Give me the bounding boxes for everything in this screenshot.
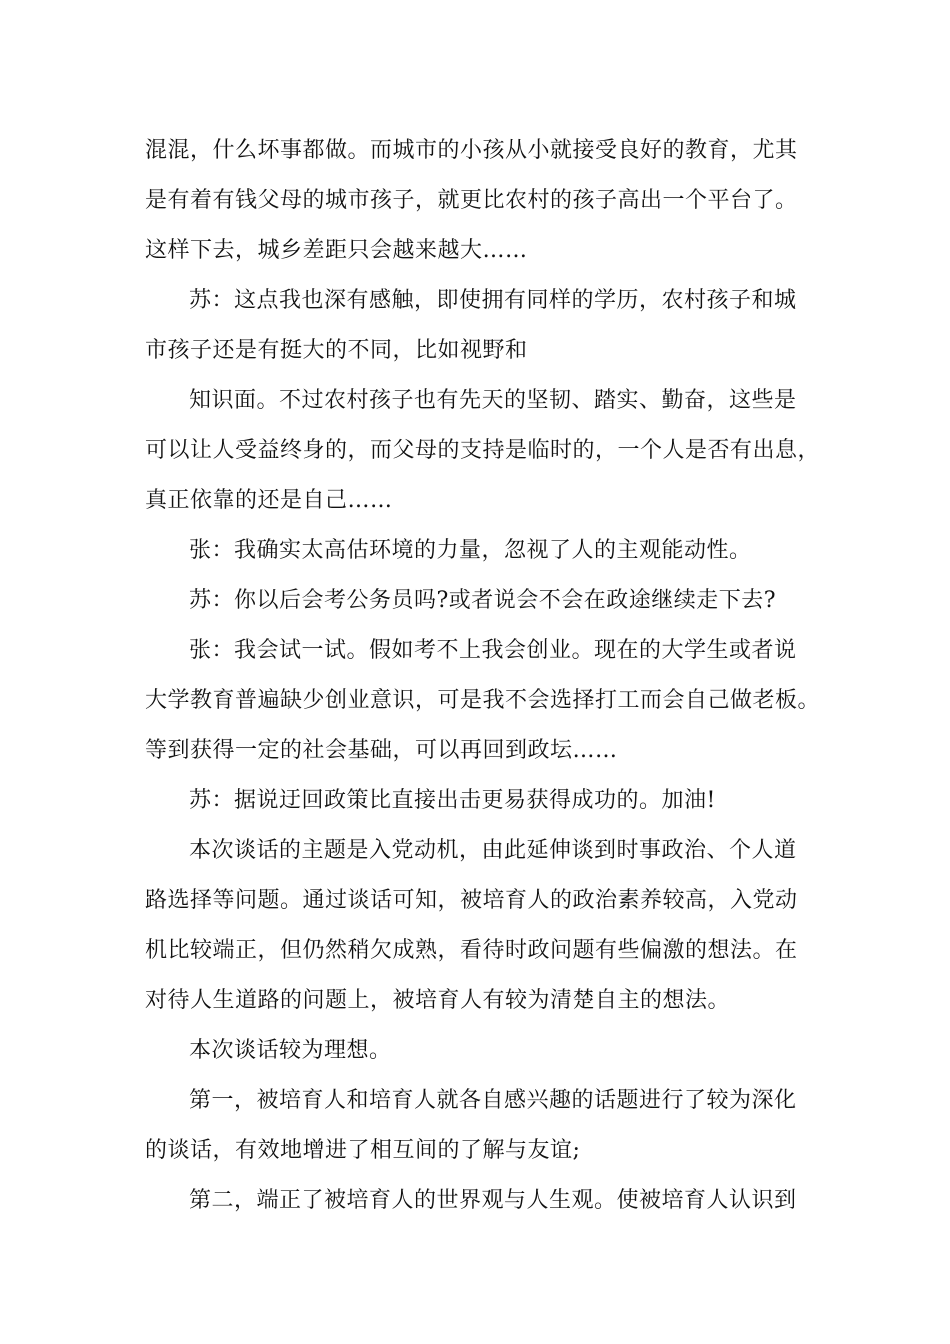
paragraph-line: 第二，端正了被培育人的世界观与人生观。使被培育人认识到 [189, 1188, 797, 1213]
text-line: 可以让人受益终身的，而父母的支持是临时的，一个人是否有出息， [145, 438, 821, 463]
text-line: 等到获得一定的社会基础，可以再回到政坛…… [145, 738, 618, 763]
text-line: 这样下去，城乡差距只会越来越大…… [145, 238, 528, 263]
text-line: 混混，什么坏事都做。而城市的小孩从小就接受良好的教育，尤其 [145, 138, 798, 163]
paragraph-line: 本次谈话较为理想。 [189, 1038, 392, 1063]
paragraph-line: 苏：据说迂回政策比直接出击更易获得成功的。加油! [189, 788, 716, 813]
paragraph-line: 张：我确实太高估环境的力量，忽视了人的主观能动性。 [189, 538, 752, 563]
paragraph-line: 张：我会试一试。假如考不上我会创业。现在的大学生或者说 [189, 638, 797, 663]
paragraph-line: 苏：这点我也深有感触，即使拥有同样的学历，农村孩子和城 [189, 288, 797, 313]
text-line: 大学教育普遍缺少创业意识，可是我不会选择打工而会自己做老板。 [145, 688, 821, 713]
paragraph-line: 知识面。不过农村孩子也有先天的坚韧、踏实、勤奋，这些是 [189, 388, 797, 413]
text-line: 市孩子还是有挺大的不同，比如视野和 [145, 338, 528, 363]
text-line: 对待人生道路的问题上，被培育人有较为清楚自主的想法。 [145, 988, 731, 1013]
text-line: 是有着有钱父母的城市孩子，就更比农村的孩子高出一个平台了。 [145, 188, 798, 213]
paragraph-line: 第一，被培育人和培育人就各自感兴趣的话题进行了较为深化 [189, 1088, 797, 1113]
paragraph-line: 苏：你以后会考公务员吗?或者说会不会在政途继续走下去? [189, 588, 777, 613]
text-line: 真正依靠的还是自己…… [145, 488, 393, 513]
paragraph-line: 本次谈话的主题是入党动机，由此延伸谈到时事政治、个人道 [189, 838, 797, 863]
text-line: 机比较端正，但仍然稍欠成熟，看待时政问题有些偏激的想法。在 [145, 938, 798, 963]
text-line: 的谈话，有效地增进了相互间的了解与友谊; [145, 1138, 581, 1163]
text-line: 路选择等问题。通过谈话可知，被培育人的政治素养较高，入党动 [145, 888, 798, 913]
